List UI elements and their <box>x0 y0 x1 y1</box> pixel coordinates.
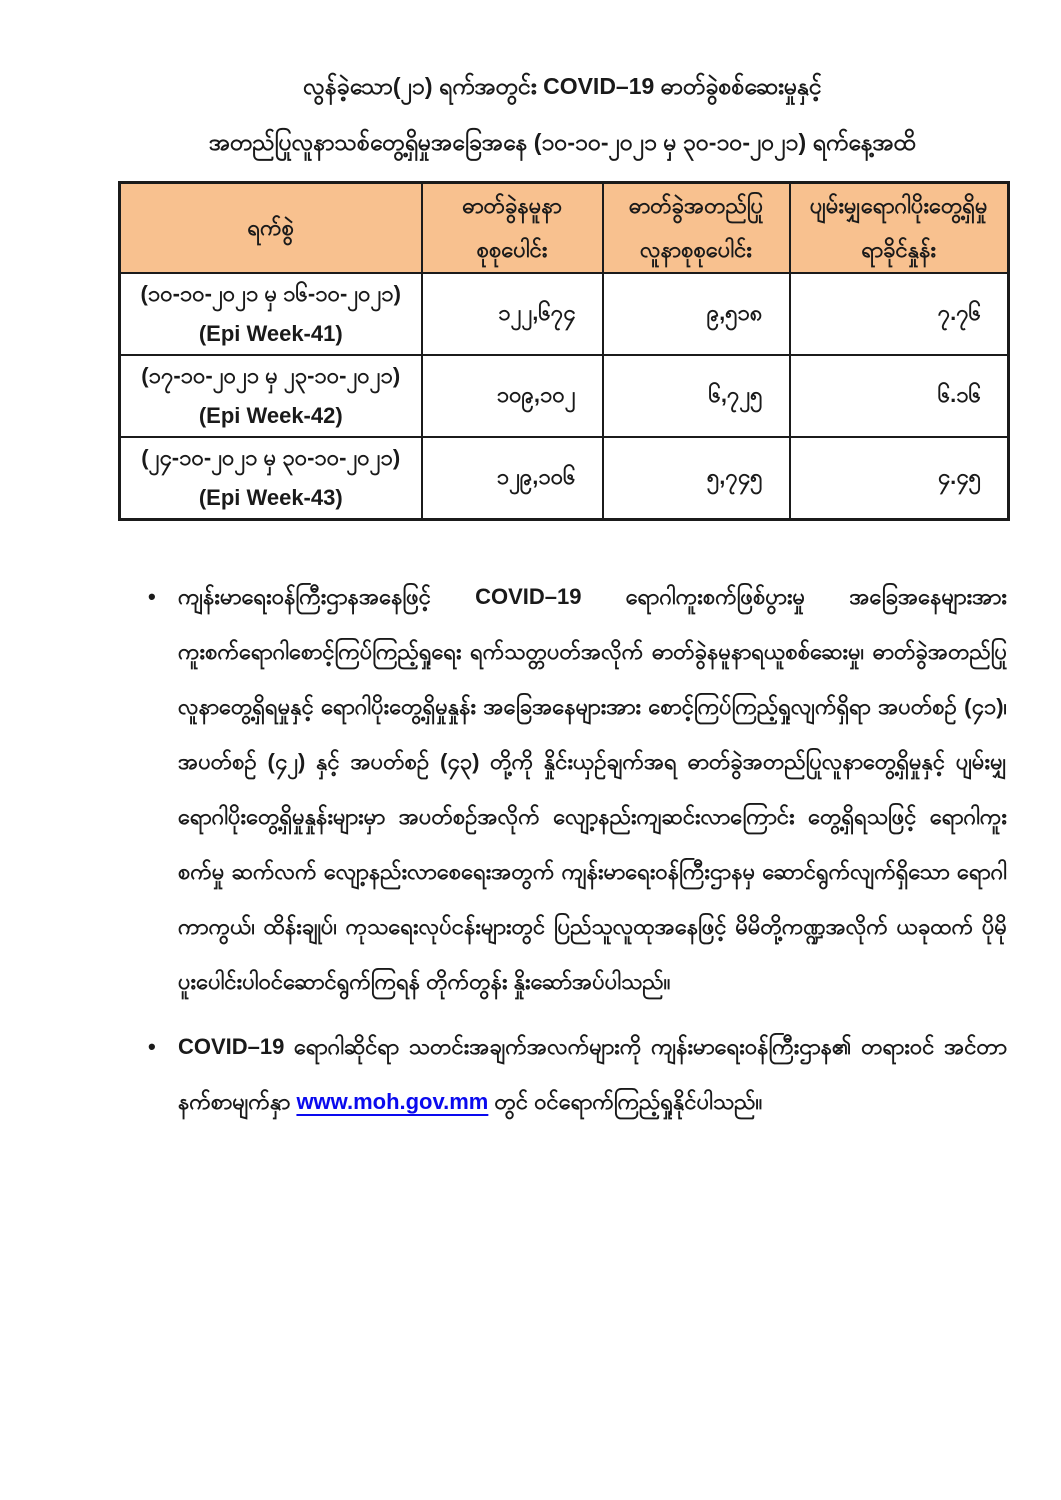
table-row <box>120 355 1009 437</box>
table-header-row <box>120 183 1009 274</box>
column-header-positivity-rate: ပျမ်းမျှရောဂါပိုးတွေ့ရှိမှု ရာခိုင်နှုန်း <box>790 183 1009 274</box>
info-website-paragraph <box>178 1019 1007 1129</box>
title-line-1: လွန်ခဲ့သော(၂၁) ရက်အတွင်း COVID–19 ဓာတ်ခွဲစစ်ဆေးမှုနှင့် <box>303 73 822 99</box>
confirmed-cell: ၆,၇၂၅ <box>603 355 790 437</box>
column-header-date: ရက်စွဲ <box>120 183 422 274</box>
column-header-total-samples: ဓာတ်ခွဲနမူနာ စုစုပေါင်း <box>422 183 603 274</box>
epi-week-label: (Epi Week-42) <box>198 403 343 428</box>
table-row <box>120 273 1009 355</box>
moh-website-link[interactable]: www.moh.gov.mm <box>296 1089 489 1114</box>
date-cell <box>120 273 422 355</box>
date-range: (၁၀-၁၀-၂၀၂၁ မှ ၁၆-၁၀-၂၀၂၁) <box>140 281 401 306</box>
info-text-after-link: တွင် ဝင်ရောက်ကြည့်ရှုနိုင်ပါသည်။ <box>488 1089 763 1114</box>
column-header-confirmed-patients: ဓာတ်ခွဲအတည်ပြု လူနာစုစုပေါင်း <box>603 183 790 274</box>
info-text-before-link: COVID–19 ရောဂါဆိုင်ရာ သတင်းအချက်အလက်များကို ကျန်းမာရေးဝန်ကြီးဌာန၏ တရားဝင် အင်တာနက်စာမျက်နှာ <box>178 1034 1007 1114</box>
confirmed-cell: ၉,၅၁၈ <box>603 273 790 355</box>
epi-week-label: (Epi Week-43) <box>198 485 343 510</box>
epi-week-label: (Epi Week-41) <box>198 321 343 346</box>
positivity-cell: ၆.၁၆ <box>790 355 1009 437</box>
bullet-list <box>118 569 1007 1129</box>
list-item <box>118 1019 1007 1129</box>
date-range: (၂၄-၁၀-၂၀၂၁ မှ ၃၀-၁၀-၂၀၂၁) <box>141 445 401 470</box>
date-cell <box>120 355 422 437</box>
confirmed-cell: ၅,၇၄၅ <box>603 437 790 520</box>
positivity-cell: ၄.၄၅ <box>790 437 1009 520</box>
samples-cell: ၁၀၉,၁၀၂ <box>422 355 603 437</box>
samples-cell: ၁၂၂,၆၇၄ <box>422 273 603 355</box>
document-title <box>118 58 1007 170</box>
bullet-icon: • <box>148 584 156 609</box>
bullet-icon: • <box>148 1034 156 1059</box>
samples-cell: ၁၂၉,၁၀၆ <box>422 437 603 520</box>
table-row <box>120 437 1009 520</box>
title-line-2: အတည်ပြုလူနာသစ်တွေ့ရှိမှုအခြေအနေ (၁၀-၁၀-၂၀၂၁ မှ ၃၀-၁၀-၂၀၂၁) ရက်နေ့အထိ <box>209 129 916 155</box>
covid-weekly-stats-table <box>118 181 1010 521</box>
date-cell <box>120 437 422 520</box>
list-item <box>118 569 1007 1009</box>
date-range: (၁၇-၁၀-၂၀၂၁ မှ ၂၃-၁၀-၂၀၂၁) <box>141 363 401 388</box>
surveillance-summary-paragraph: ကျန်းမာရေးဝန်ကြီးဌာနအနေဖြင့် COVID–19 ရောဂါကူးစက်ဖြစ်ပွားမှု အခြေအနေများအား ကူးစက်ရောဂါစောင့်ကြပ်ကြည့်ရှုရေး ရက်သတ္တပတ်အလိုက် ဓာတ်ခွဲနမူနာရယူစစ်ဆေးမှု၊ ဓာတ်ခွဲအတည်ပြုလူနာတွေ့ရှိရမှုနှင့် ရောဂါပိုးတွေ့ရှိမှုနှုန်း အခြေအနေများအား စောင့်ကြပ်ကြည့်ရှုလျက်ရှိရာ အပတ်စဉ် (၄၁)၊ အပတ်စဉ် (၄၂) နှင့် အပတ်စဉ် (၄၃) တို့ကို နှိုင်းယှဉ်ချက်အရ ဓာတ်ခွဲအတည်ပြုလူနာတွေ့ရှိမှုနှင့် ပျမ်းမျှရောဂါပိုးတွေ့ရှိမှုနှုန်းများမှာ အပတ်စဉ်အလိုက် လျော့နည်းကျဆင်းလာကြောင်း တွေ့ရှိရသဖြင့် ရောဂါကူးစက်မှု ဆက်လက် လျော့နည်းလာစေရေးအတွက် ကျန်းမာရေးဝန်ကြီးဌာနမှ ဆောင်ရွက်လျက်ရှိသော ရောဂါကာကွယ်၊ ထိန်းချုပ်၊ ကုသရေးလုပ်ငန်းများတွင် ပြည်သူလူထုအနေဖြင့် မိမိတို့ကဏ္ဍအလိုက် ယခုထက် ပိုမို ပူးပေါင်းပါဝင်ဆောင်ရွက်ကြရန် တိုက်တွန်း နှိုးဆော်အပ်ပါသည်။ <box>178 584 1007 994</box>
positivity-cell: ၇.၇၆ <box>790 273 1009 355</box>
